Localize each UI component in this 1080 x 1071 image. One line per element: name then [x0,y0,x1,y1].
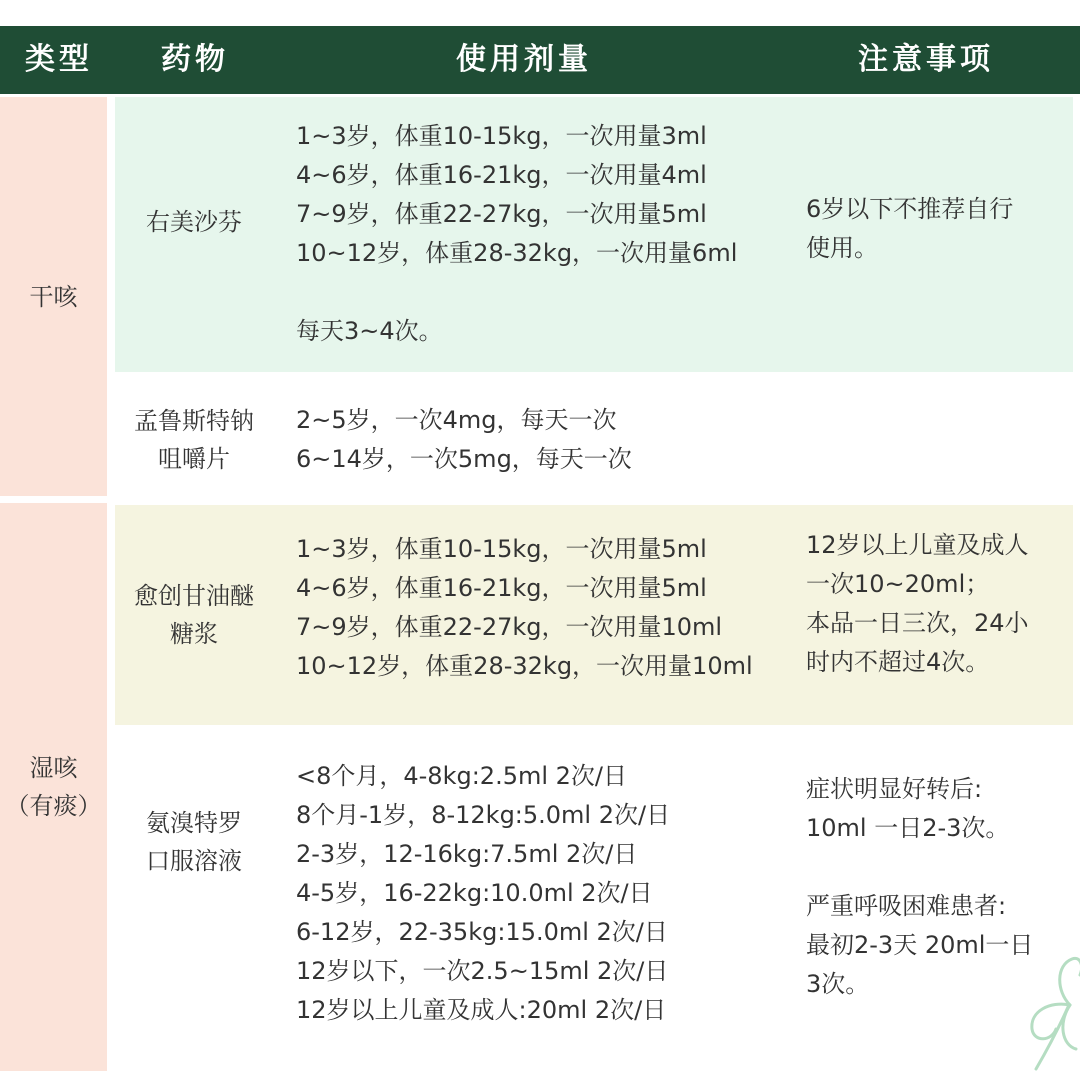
drug-name [115,803,273,881]
type-label-dry: 干咳 [29,282,78,311]
header-type: 类型 [25,42,93,77]
drug-name-line: 愈创甘油醚 [134,582,254,610]
drug-name-line: 咀嚼片 [158,445,230,473]
drug-name-line: 孟鲁斯特钠 [134,407,254,435]
type-cell-dry [0,97,107,496]
dose-line: 7~9岁，体重22-27kg，一次用量10ml [296,613,723,641]
note-line: 10ml 一日2-3次。 [806,814,1010,842]
note-cell [806,190,1066,268]
dose-line: 6-12岁，22-35kg:15.0ml 2次/日 [296,918,668,946]
drug-name-line: 右美沙芬 [146,208,242,236]
note-cell [806,526,1066,682]
note-line: 12岁以上儿童及成人 [806,531,1029,559]
table-header [0,26,1080,94]
dose-line: <8个月，4-8kg:2.5ml 2次/日 [296,762,627,790]
dose-line: 10~12岁，体重28-32kg，一次用量6ml [296,239,738,267]
dose-line: 12岁以上儿童及成人:20ml 2次/日 [296,996,667,1024]
dose-line: 7~9岁，体重22-27kg，一次用量5ml [296,200,707,228]
drug-name-line: 口服溶液 [146,847,242,875]
dose-cell [296,117,737,351]
header-notes: 注意事项 [858,42,994,77]
note-line: 3次。 [806,970,870,998]
note-line: 本品一日三次，24小 [806,609,1029,637]
note-line: 症状明显好转后: [806,775,983,803]
drug-name-line: 氨溴特罗 [146,809,242,837]
dose-line: 1~3岁，体重10-15kg，一次用量3ml [296,122,707,150]
dose-frequency: 每天3~4次。 [296,317,443,345]
note-line: 使用。 [806,234,878,262]
drug-name [115,202,273,242]
dose-line: 8个月-1岁，8-12kg:5.0ml 2次/日 [296,801,671,829]
note-line: 最初2-3天 20ml一日 [806,931,1034,959]
dose-line: 4~6岁，体重16-21kg，一次用量5ml [296,574,707,602]
dose-line: 1~3岁，体重10-15kg，一次用量5ml [296,535,707,563]
dose-cell [296,757,670,1030]
note-line: 一次10~20ml； [806,570,990,598]
dose-line: 6~14岁，一次5mg，每天一次 [296,445,632,473]
header-drug: 药物 [161,42,229,77]
note-line: 时内不超过4次。 [806,648,990,676]
type-cell-wet [0,503,107,1071]
dose-cell [296,530,753,686]
type-label-wet: 湿咳 [29,754,78,782]
clover-icon [1010,945,1080,1071]
dose-line: 2-3岁，12-16kg:7.5ml 2次/日 [296,840,638,868]
drug-name-line: 糖浆 [170,620,218,648]
type-label-wet-sub: （有痰） [5,792,102,820]
drug-name [115,576,273,654]
dose-cell [296,401,632,479]
header-dose: 使用剂量 [456,42,592,77]
drug-name [115,401,273,479]
dose-line: 12岁以下，一次2.5~15ml 2次/日 [296,957,669,985]
dose-line: 4-5岁，16-22kg:10.0ml 2次/日 [296,879,653,907]
note-line: 6岁以下不推荐自行 [806,195,1014,223]
dose-line: 2~5岁，一次4mg，每天一次 [296,406,617,434]
dose-line: 4~6岁，体重16-21kg，一次用量4ml [296,161,707,189]
note-line: 严重呼吸困难患者: [806,892,1007,920]
dose-line: 10~12岁，体重28-32kg，一次用量10ml [296,652,753,680]
